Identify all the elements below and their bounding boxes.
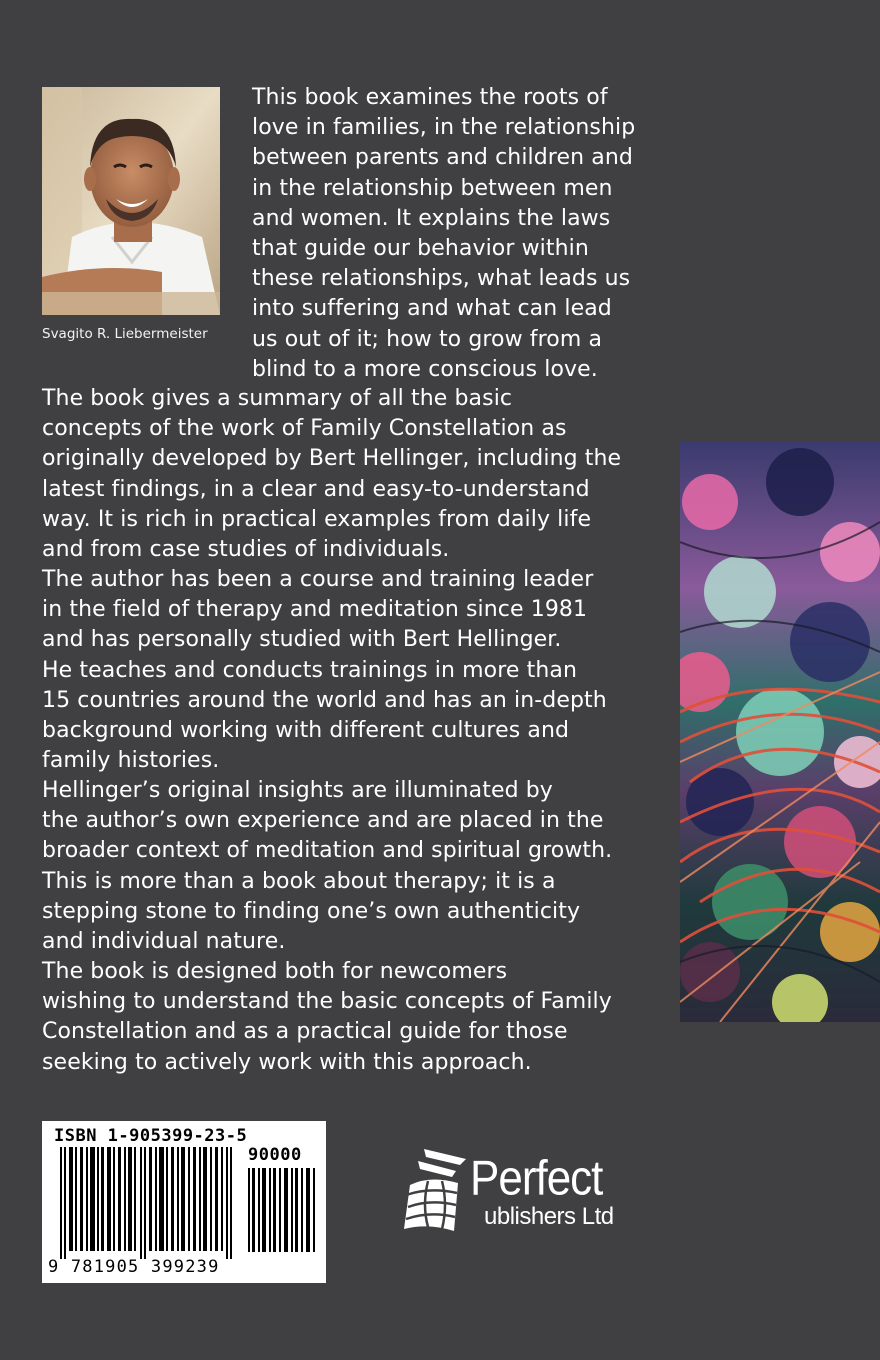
author-photo	[42, 87, 220, 315]
publisher-name-line-2: ublishers Ltd	[484, 1203, 614, 1230]
barcode-bars-icon	[60, 1147, 238, 1259]
isbn-barcode	[42, 1121, 326, 1283]
blurb-paragraph-5: The book is designed both for newcomers wishing to understand the basic concepts of Family Constellation and as a practical guide for those seeking to actively work with this approach.	[42, 959, 612, 1075]
blurb-paragraph-2: The book gives a summary of all the basic concepts of the work of Family Constellation as originally developed by Bert Hellinger, including the latest findings, in a clear and easy-to-understand way. It is rich in practical examples from daily life and from case studies of individuals.	[42, 386, 622, 563]
price-code: 90000	[248, 1145, 302, 1165]
ean-digits: 9 781905 399239	[48, 1257, 220, 1277]
blurb-paragraph-3: The author has been a course and training leader in the field of therapy and meditation since 1981 and has personally studied with Bert Hellinger. He teaches and conducts trainings in more than 15 countries around the world and has an in-depth background working with different cultures and family histories.	[42, 567, 607, 774]
blurb-paragraph-1: This book examines the roots of love in families, in the relationship between parents and children and in the relationship between men and women. It explains the laws that guide our behavior within these relationships, what leads us into suffering and what can lead us out of it; how to grow from a blind to a more conscious love.	[252, 85, 636, 382]
blurb-paragraph-4: Hellinger’s original insights are illuminated by the author’s own experience and are placed in the broader context of meditation and spiritual growth. This is more than a book about therapy; it is a stepping stone to finding one’s own authenticity and individual nature.	[42, 778, 613, 955]
author-portrait-icon	[42, 87, 220, 315]
price-barcode-bars-icon	[248, 1168, 318, 1252]
abstract-art-panel	[680, 442, 880, 1022]
abstract-painting-icon	[680, 442, 880, 1022]
photo-caption: Svagito R. Liebermeister	[42, 326, 208, 342]
isbn-number: ISBN 1-905399-23-5	[54, 1126, 248, 1146]
publisher-logo	[400, 1145, 640, 1235]
publisher-name-line-1: Perfect	[470, 1151, 603, 1206]
